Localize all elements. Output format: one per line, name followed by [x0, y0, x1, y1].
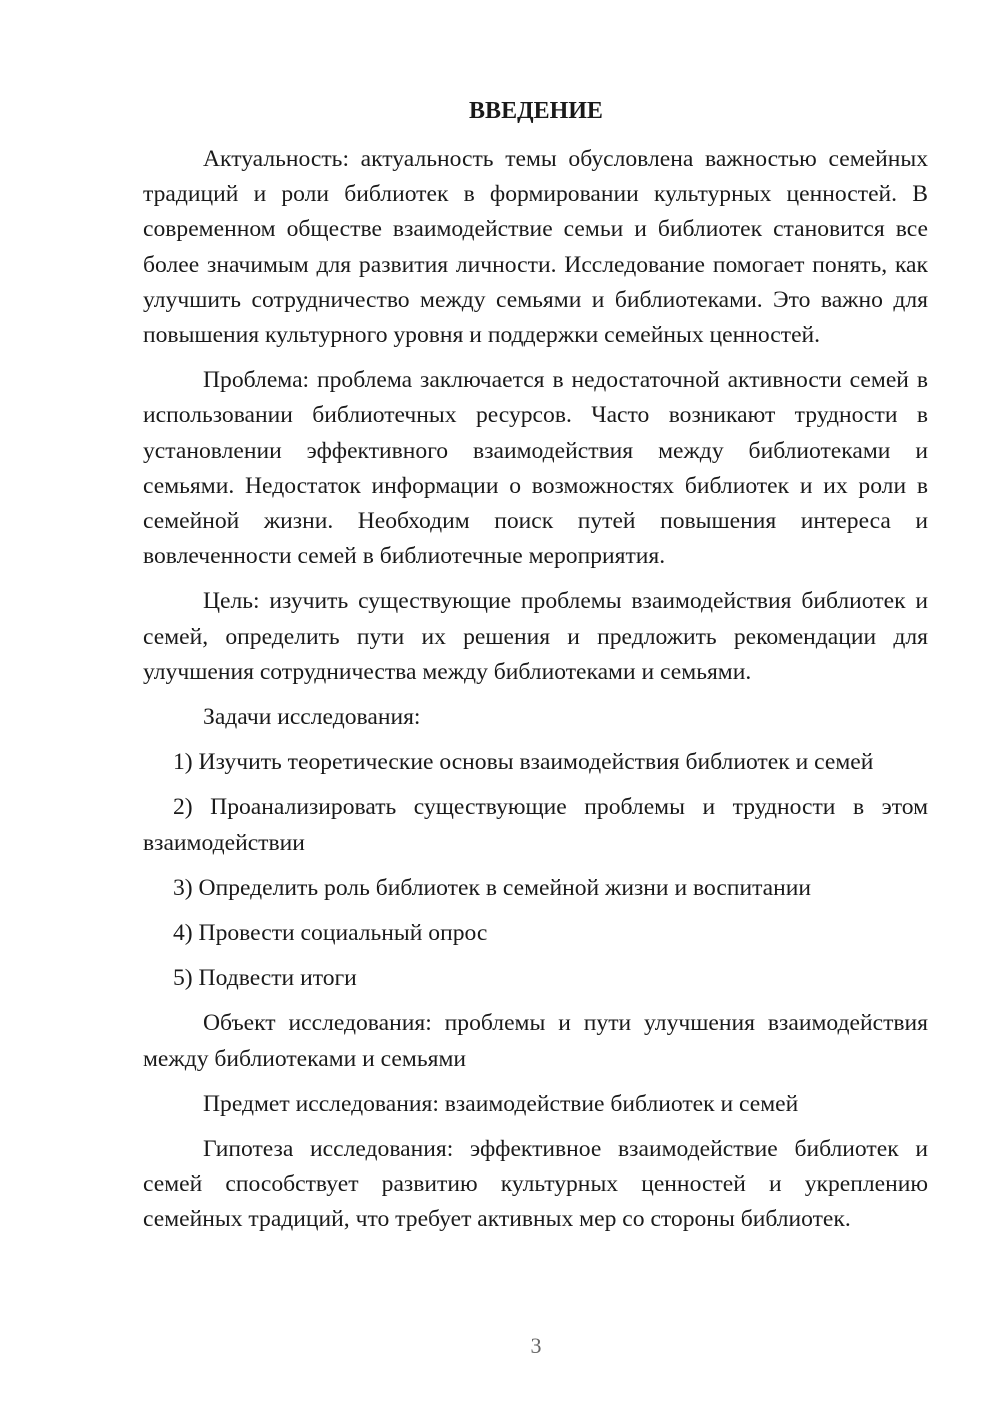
page-number: 3 [530, 1333, 542, 1358]
section-heading: ВВЕДЕНИЕ [469, 98, 603, 124]
goal-paragraph: Цель: изучить существующие проблемы взаимодействия библиотек и семей, определить пути их решения и предложить рекомендации для улучшения сотрудничества между библиотеками и семьями. [143, 588, 928, 685]
document-body [143, 142, 928, 1248]
problem-paragraph: Проблема: проблема заключается в недостаточной активности семей в использовании библиотечных ресурсов. Часто возникают трудности в установлении эффективного взаимодействия между библиотеками и семьями. Недостаток информации о возможностях библиотек и их роли в семейной жизни. Необходим поиск путей повышения интереса и вовлеченности семей в библиотечные мероприятия. [143, 367, 928, 570]
task-item-3: 3) Определить роль библиотек в семейной жизни и воспитании [173, 874, 812, 901]
task-item-1: 1) Изучить теоретические основы взаимодействия библиотек и семей [173, 749, 874, 776]
hypothesis-paragraph: Гипотеза исследования: эффективное взаимодействие библиотек и семей способствует развитию культурных ценностей и укреплению семейных традиций, что требует активных мер со стороны библиотек. [143, 1136, 928, 1233]
tasks-heading: Задачи исследования: [203, 704, 421, 731]
task-item-5: 5) Подвести итоги [173, 965, 357, 992]
relevance-paragraph: Актуальность: актуальность темы обусловлена важностью семейных традиций и роли библиотек в формировании культурных ценностей. В современном обществе взаимодействие семьи и библиотек становится все более значимым для развития личности. Исследование помогает понять, как улучшить сотрудничество между семьями и библиотеками. Это важно для повышения культурного уровня и поддержки семейных ценностей. [143, 146, 928, 349]
object-paragraph: Объект исследования: проблемы и пути улучшения взаимодействия между библиотеками и семьями [143, 1010, 928, 1072]
task-item-2: 2) Проанализировать существующие проблемы и трудности в этом взаимодействии [143, 794, 928, 856]
subject-paragraph: Предмет исследования: взаимодействие библиотек и семей [203, 1090, 799, 1117]
task-item-4: 4) Провести социальный опрос [173, 920, 488, 947]
